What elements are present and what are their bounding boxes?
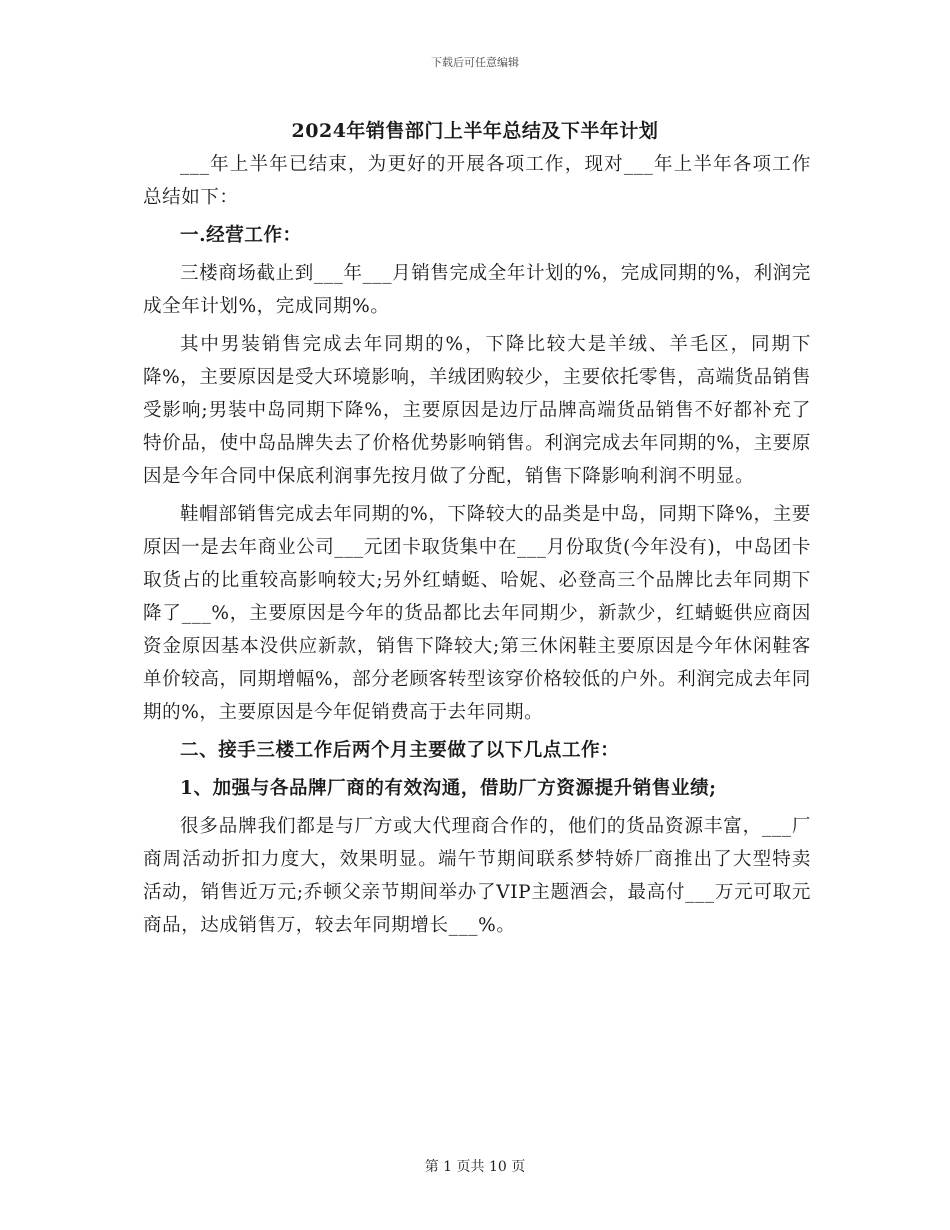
section-heading-operations: 一.经营工作： [180, 225, 302, 246]
document-body [143, 148, 811, 947]
paragraph-footwear: 鞋帽部销售完成去年同期的%，下降较大的品类是中岛，同期下降%，主要原因一是去年商业公司___元团卡取货集中在___月份取货(今年没有)，中岛团卡取货占的比重较高影响较大;另外红蜻蜓、哈妮、必登高三个品牌比去年同期下降了___%，主要原因是今年的货品都比去年同期少，新款少，红蜻蜓供应商因资金原因基本没供应新款，销售下降较大;第三休闲鞋主要原因是今年休闲鞋客单价较高，同期增幅%，部分老顾客转型该穿价格较低的户外。利润完成去年同期的%，主要原因是今年促销费高于去年同期。 [143, 504, 811, 723]
paragraph-intro: ___年上半年已结束，为更好的开展各项工作，现对___年上半年各项工作总结如下： [143, 154, 811, 208]
section-heading-work-done: 二、接手三楼工作后两个月主要做了以下几点工作： [180, 740, 620, 761]
document-title: 2024年销售部门上半年总结及下半年计划 [291, 120, 659, 142]
page-number: 第 1 页共 10 页 [424, 1159, 526, 1175]
subsection-heading-vendor-communication: 1、加强与各品牌厂商的有效沟通，借助厂方资源提升销售业绩; [180, 778, 717, 799]
paragraph-brand-activities: 很多品牌我们都是与厂方或大代理商合作的，他们的货品资源丰富，___厂商周活动折扣力度大，效果明显。端午节期间联系梦特娇厂商推出了大型特卖活动，销售近万元;乔顿父亲节期间举办了VIP主题酒会，最高付___万元可取元商品，达成销售万，较去年同期增长___%。 [143, 816, 811, 936]
header-note: 下载后可任意编辑 [431, 56, 519, 69]
paragraph-menswear: 其中男装销售完成去年同期的%，下降比较大是羊绒、羊毛区，同期下降%，主要原因是受大环境影响，羊绒团购较少，主要依托零售，高端货品销售受影响;男装中岛同期下降%，主要原因是边厅品牌高端货品销售不好都补充了特价品，使中岛品牌失去了价格优势影响销售。利润完成去年同期的%，主要原因是今年合同中保底利润事先按月做了分配，销售下降影响利润不明显。 [143, 334, 811, 487]
paragraph-mall-sales: 三楼商场截止到___年___月销售完成全年计划的%，完成同期的%，利润完成全年计划%，完成同期%。 [143, 263, 811, 317]
